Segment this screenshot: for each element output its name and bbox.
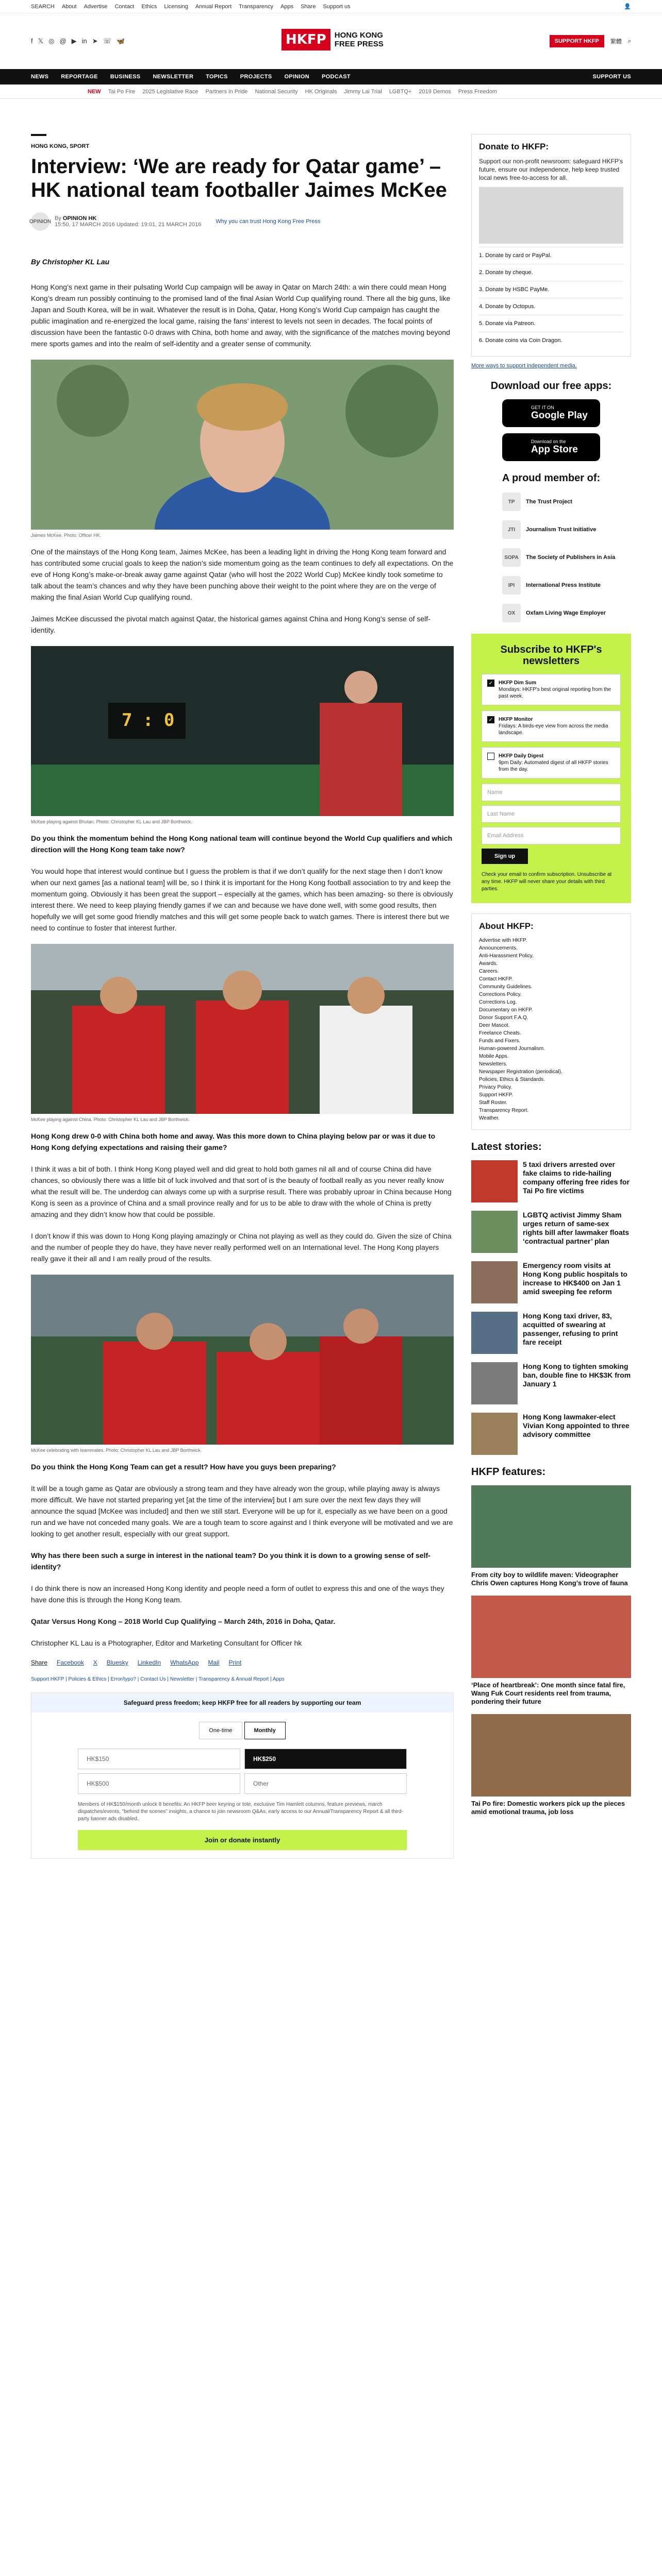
about-link[interactable]: Corrections Log.	[479, 999, 517, 1005]
name-input[interactable]: Name	[482, 784, 621, 801]
latest-story[interactable]	[471, 1160, 631, 1202]
donate-option[interactable]: 4. Donate by Octopus.	[479, 298, 623, 315]
newsletter-option[interactable]: ✓ HKFP Dim Sum Mondays: HKFP's best original reporting from the past week.	[482, 674, 621, 705]
about-link[interactable]: About	[61, 3, 77, 10]
about-link[interactable]: Newspaper Registration (periodical).	[479, 1069, 562, 1075]
about-link[interactable]: Funds and Fixers.	[479, 1038, 521, 1044]
about-link[interactable]: Deer Mascot.	[479, 1023, 510, 1028]
donate-option[interactable]: 5. Donate via Patreon.	[479, 315, 623, 332]
image-caption: McKee playing against Bhutan. Photo: Christopher KL Lau and JBP Borthwick.	[31, 819, 192, 824]
linkedin-icon[interactable]: in	[81, 37, 87, 45]
about-link[interactable]: Weather.	[479, 1115, 500, 1121]
language-switch[interactable]: 繁體	[610, 39, 622, 45]
logo-mark: HKFP	[282, 29, 330, 50]
member-logo[interactable]: JTI Journalism Trust Initiative	[502, 519, 631, 540]
app-store-button[interactable]: Download on the App Store	[502, 433, 600, 461]
scoreboard: 7 : 0	[122, 710, 175, 731]
donate-widget	[31, 1692, 454, 1859]
article-title: Interview: ‘We are ready for Qatar game’ – HK national team footballer Jaimes McKee	[31, 155, 447, 201]
amount-250[interactable]: HK$250	[244, 1749, 407, 1769]
new-label: NEW	[88, 88, 101, 95]
features-title: HKFP features:	[471, 1466, 546, 1478]
advertise-link[interactable]: Advertise	[84, 3, 108, 10]
story-thumbnail	[471, 1312, 518, 1354]
newsletter-option[interactable]: HKFP Daily Digest 9pm Daily: Automated digest of all HKFP stories from the day.	[482, 747, 621, 778]
site-header	[0, 13, 662, 69]
about-link[interactable]: Corrections Policy.	[479, 992, 522, 997]
image-caption: Jaimes McKee. Photo: Officer HK.	[31, 533, 102, 538]
donate-box	[471, 134, 631, 357]
one-time-tab[interactable]: One-time	[199, 1722, 242, 1739]
paragraph: I do think there is now an increased Hong Kong identity and people need a form of outlet to express this and one of the ways they have done this is through the Hong Kong team.	[31, 1584, 444, 1604]
social-links	[31, 37, 125, 45]
tag-link[interactable]: Press Freedom	[458, 88, 497, 95]
paragraph: Hong Kong’s next game in their pulsating World Cup campaign will be away in Qatar on March 24th: a win there could mean Hong Kong’s dream run possibly continuing to the promised land of the final Asian World Cup qualifying round. There all the big guns, like Japan and South Korea, will be in wait. Whatever the result is in Doha, Qatar, Hong Kong’s World Cup campaign has caught the public imagination and re-energized the local game, raising the fans’ interest to levels not seen in decades. The focal points of discussion have been the fantastic 0-0 draws with China, both home and away, with the significance of the matches moving beyond mere sports games and into the realm of self-identity and a greater sense of community.	[31, 283, 451, 348]
latest-story[interactable]	[471, 1312, 631, 1354]
donate-option[interactable]: 3. Donate by HSBC PayMe.	[479, 281, 623, 298]
nav-news[interactable]: NEWS	[31, 74, 49, 80]
transparency-link[interactable]: Transparency	[239, 3, 273, 10]
about-link[interactable]: Anti-Harassment Policy.	[479, 953, 534, 959]
logo-line-1: HONG KONG	[334, 31, 383, 40]
bhutan-match-image	[31, 646, 454, 816]
tag-link[interactable]: LGBTQ+	[389, 88, 412, 95]
donate-title: Donate to HKFP:	[479, 142, 549, 151]
last-name-input[interactable]: Last Name	[482, 805, 621, 823]
tag-link[interactable]: 2025 Legislative Race	[142, 88, 198, 95]
feature-image	[471, 1714, 631, 1797]
about-link[interactable]: Documentary on HKFP.	[479, 1007, 533, 1013]
story-thumbnail	[471, 1160, 518, 1202]
about-list	[479, 937, 623, 1122]
share-bluesky[interactable]: Bluesky	[106, 1659, 128, 1666]
article-meta	[31, 211, 454, 232]
amount-150[interactable]: HK$150	[78, 1749, 240, 1769]
about-link[interactable]: Policies, Ethics & Standards.	[479, 1077, 545, 1082]
latest-story[interactable]	[471, 1261, 631, 1303]
site-logo[interactable]	[282, 29, 384, 50]
feature-title: Tai Po fire: Domestic workers pick up the pieces amid emotional trauma, job loss	[471, 1800, 625, 1816]
interview-question: Do you think the Hong Kong Team can get a result? How have you guys been preparing?	[31, 1463, 336, 1471]
story-title: Emergency room visits at Hong Kong public hospitals to increase to HK$400 on Jan 1 amid sweeping fee reform	[523, 1261, 627, 1296]
join-button[interactable]: Join or donate instantly	[78, 1830, 407, 1850]
apps-title: Download our free apps:	[490, 380, 612, 392]
author-org[interactable]: OPINION HK	[62, 215, 97, 222]
support-hkfp-button[interactable]: SUPPORT HKFP	[550, 35, 604, 47]
about-link[interactable]: Newsletters.	[479, 1061, 508, 1067]
share-x[interactable]: X	[93, 1659, 97, 1666]
tag-link[interactable]: Jimmy Lai Trial	[344, 88, 382, 95]
tag-link[interactable]: National Security	[255, 88, 298, 95]
more-ways-link[interactable]: More ways to support independent media.	[471, 363, 577, 369]
instagram-icon[interactable]: ◎	[48, 37, 55, 45]
nav-reportage[interactable]: REPORTAGE	[61, 74, 98, 80]
member-logo[interactable]: OX Oxfam Living Wage Employer	[502, 603, 631, 623]
about-link[interactable]: Donor Support F.A.Q.	[479, 1015, 528, 1021]
logo-line-2: FREE PRESS	[334, 40, 384, 48]
story-thumbnail	[471, 1261, 518, 1303]
by-label: By	[55, 215, 61, 222]
tag-link[interactable]: Tai Po Fire	[108, 88, 136, 95]
latest-list	[471, 1160, 631, 1455]
member-logo[interactable]: SOPA The Society of Publishers in Asia	[502, 547, 631, 568]
checkbox[interactable]	[487, 753, 494, 760]
story-thumbnail	[471, 1413, 518, 1455]
latest-title: Latest stories:	[471, 1141, 542, 1153]
celebration-image	[31, 1275, 454, 1445]
about-link[interactable]: Human-powered Journalism.	[479, 1046, 545, 1052]
about-link[interactable]: Mobile Apps.	[479, 1054, 509, 1059]
features-list	[471, 1485, 631, 1816]
author-avatar: OPINION	[31, 212, 49, 231]
threads-icon[interactable]: @	[59, 37, 67, 45]
nav-opinion[interactable]: OPINION	[284, 74, 310, 80]
google-play-button[interactable]: GET IT ON Google Play	[502, 399, 600, 427]
newsletter-box	[471, 634, 631, 903]
paragraph: It will be a tough game as Qatar are obviously a strong team and they have already won the group, while playing away is always more difficult. We have not started preparing yet [at the time of the interview] but I am sure over the next few days they will announce the squad [McKee was included] and then we still start. Everyone will be up for it, especially as we have been on a good run and we have not conceded many goals. We are a tough team to score against and I think everyone will be motivated and we are looking to get another result, especially with our great support.	[31, 1484, 453, 1538]
youtube-icon[interactable]: ▶	[71, 37, 77, 45]
nav-podcast[interactable]: PODCAST	[322, 74, 351, 80]
story-title: Hong Kong taxi driver, 83, acquitted of swearing at passenger, refusing to print fare receipt	[523, 1312, 618, 1346]
account-icon[interactable]: 👤	[624, 4, 631, 10]
annual-report-link[interactable]: Annual Report	[195, 3, 232, 10]
about-link[interactable]: Careers.	[479, 969, 499, 974]
amount-other[interactable]: Other	[244, 1773, 407, 1794]
member-logo[interactable]: TP The Trust Project	[502, 492, 631, 512]
interview-question: Why has there been such a surge in interest in the national team? Do you think it is down to a growing sense of self-identity?	[31, 1551, 431, 1571]
donate-image	[479, 187, 623, 244]
feature-image	[471, 1485, 631, 1568]
trust-link[interactable]: Why you can trust Hong Kong Free Press	[216, 218, 321, 225]
feature-story[interactable]	[471, 1714, 631, 1816]
apps-link[interactable]: Apps	[280, 3, 294, 10]
article-main	[31, 134, 454, 1859]
licensing-link[interactable]: Licensing	[164, 3, 188, 10]
about-link[interactable]: Staff Roster.	[479, 1100, 507, 1106]
interview-question: Hong Kong drew 0-0 with China both home and away. Was this more down to China playing below par or was it due to Hong Kong defying expectations and raising their game?	[31, 1132, 436, 1151]
about-box	[471, 913, 631, 1130]
donate-text[interactable]: Support our non-profit newsroom: safeguard HKFP's future, ensure our independence, help keep trusted local news free-to-access for all.	[479, 158, 623, 181]
main-nav	[0, 69, 662, 84]
support-us-link[interactable]: Support us	[323, 3, 351, 10]
latest-story[interactable]	[471, 1413, 631, 1455]
nav-topics[interactable]: TOPICS	[206, 74, 228, 80]
monthly-tab[interactable]: Monthly	[244, 1722, 286, 1739]
portrait-illustration	[31, 360, 454, 530]
amount-500[interactable]: HK$500	[78, 1773, 240, 1794]
about-title: About HKFP:	[479, 921, 534, 931]
nav-business[interactable]: BUSINESS	[110, 74, 141, 80]
about-link[interactable]: Community Guidelines.	[479, 984, 533, 990]
donate-option[interactable]: 6. Donate coins via Coin Dragon.	[479, 332, 623, 349]
about-link[interactable]: Privacy Policy.	[479, 1084, 512, 1090]
nav-support-us[interactable]: SUPPORT US	[592, 74, 631, 80]
paragraph: I don’t know if this was down to Hong Kong playing amazingly or China not playing as well as they could do. Given the size of China and the number of people they do have, they have never really performed well on an International level. The Hong Kong players really gave it their all and I am really proud of the results.	[31, 1232, 452, 1263]
latest-story[interactable]	[471, 1211, 631, 1253]
telegram-icon[interactable]: ➤	[92, 37, 98, 45]
share-row	[31, 1659, 454, 1666]
contact-link[interactable]: Contact	[114, 3, 135, 10]
feature-image	[471, 1596, 631, 1678]
newsletter-option[interactable]: ✓ HKFP Monitor Fridays: A birds-eye view from across the media landscape.	[482, 710, 621, 742]
donate-option[interactable]: 2. Donate by cheque.	[479, 264, 623, 281]
china-match-image	[31, 944, 454, 1114]
about-link[interactable]: Announcements.	[479, 945, 518, 951]
facebook-icon[interactable]: f	[31, 37, 33, 45]
member-benefits: Members of HK$150/month unlock 8 benefits: An HKFP beer keyring or tote, exclusive Tim Hamlett columns, feature previews, march dispatches/events, "behind the scenes" insights, a chance to join newsroom Q&As, early access to our Annual/Transparency Report & all third-party banner ads disabled.	[78, 1802, 403, 1822]
nav-projects[interactable]: PROJECTS	[240, 74, 272, 80]
checkbox[interactable]: ✓	[487, 680, 494, 687]
paragraph: One of the mainstays of the Hong Kong team, Jaimes McKee, has been a leading light in driving the Hong Kong team forward and has contributed some crucial goals to keep the nation’s side momentum going as the team continues to defy all expectations. On the eve of Hong Kong’s make-or-break away game against Qatar (who will host the 2022 World Cup) McKee kindly took sometime to talk about the team’s chances and why they have been punching above their weight to the point where they are on the verge of making the final Asian World Cup qualifying round.	[31, 548, 454, 601]
search-link[interactable]: SEARCH	[31, 3, 55, 10]
fixture-line: Qatar Versus Hong Kong – 2018 World Cup Qualifying – March 24th, 2016 in Doha, Qatar.	[31, 1617, 336, 1625]
story-title: Hong Kong lawmaker-elect Vivian Kong appointed to three advisory committee	[523, 1413, 630, 1438]
article-category[interactable]: HONG KONG, SPORT	[31, 143, 90, 149]
tag-link[interactable]: HK Originals	[305, 88, 337, 95]
image-caption: McKee celebrating with teammates. Photo: Christopher KL Lau and JBP Borthwick.	[31, 1448, 202, 1453]
trending-tags	[0, 84, 662, 99]
whatsapp-icon[interactable]: ☏	[103, 37, 111, 45]
feature-story[interactable]	[471, 1596, 631, 1706]
author-bio: Christopher KL Lau is a Photographer, Editor and Marketing Consultant for Officer hk	[31, 1639, 302, 1647]
about-link[interactable]: Transparency Report.	[479, 1108, 529, 1113]
share-link[interactable]: Share	[301, 3, 316, 10]
tag-link[interactable]: 2019 Demos	[419, 88, 451, 95]
ethics-link[interactable]: Ethics	[141, 3, 157, 10]
newsletter-title: Subscribe to HKFP's newsletters	[500, 644, 602, 667]
about-link[interactable]: Awards.	[479, 961, 498, 967]
story-thumbnail	[471, 1211, 518, 1253]
paragraph: I think it was a bit of both. I think Hong Kong played well and did great to hold both games nil all and of course China did have chances, so obviously there was a little bit of luck involved and that sort of is the beauty of football really as you never really know what the result will be. The underdog can always come up with a surprise result. There was probably uproar in China because Hong Kong is seen as a province of China and a small province really and for us to be able to draw with the whole of China is pretty amazing and they didn’t know how that could be possible.	[31, 1165, 452, 1218]
newsletter-note: Check your email to confirm subscription. Unsubscribe at any time. HKFP will never share your details with third parties.	[482, 872, 612, 892]
top-utility-bar	[0, 0, 662, 13]
share-label: Share	[31, 1659, 48, 1666]
paragraph: Jaimes McKee discussed the pivotal match against Qatar, the historical games against China and Hong Kong’s sense of self-identity.	[31, 615, 431, 634]
support-links[interactable]: Support HKFP | Policies & Ethics | Error/typo? | Contact Us | Newsletter | Transparency & Annual Report | Apps	[31, 1676, 285, 1682]
x-icon[interactable]: 𝕏	[38, 37, 44, 45]
sign-up-button[interactable]: Sign up	[482, 849, 528, 864]
share-linkedin[interactable]: LinkedIn	[137, 1659, 161, 1666]
checkbox[interactable]: ✓	[487, 716, 494, 723]
share-facebook[interactable]: Facebook	[57, 1659, 84, 1666]
interview-question: Do you think the momentum behind the Hong Kong national team will continue beyond the World Cup qualifiers and which direction will the Hong Kong team take now?	[31, 834, 453, 854]
about-link[interactable]: Support HKFP.	[479, 1092, 513, 1098]
donate-widget-header: Safeguard press freedom; keep HKFP free for all readers by supporting our team	[31, 1693, 453, 1713]
bluesky-icon[interactable]: 🦋	[116, 37, 125, 45]
story-title: 5 taxi drivers arrested over fake claims to ride-hailing company offering free rides for Tai Po fire victims	[523, 1160, 630, 1195]
member-title: A proud member of:	[502, 472, 601, 484]
story-thumbnail	[471, 1362, 518, 1404]
latest-story[interactable]	[471, 1362, 631, 1404]
donate-option[interactable]: 1. Donate by card or PayPal.	[479, 247, 623, 264]
about-link[interactable]: Freelance Cheats.	[479, 1030, 521, 1036]
feature-title: ‘Place of heartbreak’: One month since fatal fire, Wang Fuk Court residents reel from trauma, pondering their future	[471, 1681, 625, 1705]
email-input[interactable]: Email Address	[482, 827, 621, 844]
share-mail[interactable]: Mail	[208, 1659, 220, 1666]
mckee-portrait-image	[31, 360, 454, 530]
byline: By Christopher KL Lau	[31, 258, 110, 266]
story-title: LGBTQ activist Jimmy Sham urges return of same-sex rights bill after lawmaker floats ‘contractual partner’ plan	[523, 1211, 630, 1245]
share-whatsapp[interactable]: WhatsApp	[170, 1659, 199, 1666]
paragraph: You would hope that interest would continue but I guess the problem is that if we don’t qualify for the next stage then I don’t know when our next games [as a national team] will be, so I think it is important for the Hong Kong football association to try and keep the momentum going. Obviously it has been great the support – especially at the games, which has been amazing- so there is obviously interest there. We need to keep playing friendly games if we can and because we have done well, with some good results, then hopefully we will get some good friendly matches and this will get some people back to watch games. There is interest there but we need to continue to foster that interest further.	[31, 867, 453, 932]
image-caption: McKee playing against China. Photo: Christopher KL Lau and JBP Borthwick.	[31, 1117, 190, 1122]
story-title: Hong Kong to tighten smoking ban, double fine to HK$3K from January 1	[523, 1362, 631, 1388]
tag-link[interactable]: Partners in Pride	[205, 88, 248, 95]
search-icon[interactable]: ⌕	[627, 38, 631, 44]
sidebar	[471, 134, 631, 1824]
title-rule	[31, 134, 46, 136]
about-link[interactable]: Advertise with HKFP.	[479, 938, 527, 943]
nav-newsletter[interactable]: NEWSLETTER	[153, 74, 194, 80]
share-print[interactable]: Print	[228, 1659, 242, 1666]
feature-story[interactable]	[471, 1485, 631, 1587]
article-dates: 15:50, 17 MARCH 2016 Updated: 19:01, 21 MARCH 2016	[55, 222, 202, 228]
about-link[interactable]: Contact HKFP.	[479, 976, 513, 982]
member-logo[interactable]: IPI International Press Institute	[502, 575, 631, 596]
feature-title: From city boy to wildlife maven: Videographer Chris Owen captures Hong Kong’s trove of fauna	[471, 1571, 628, 1587]
